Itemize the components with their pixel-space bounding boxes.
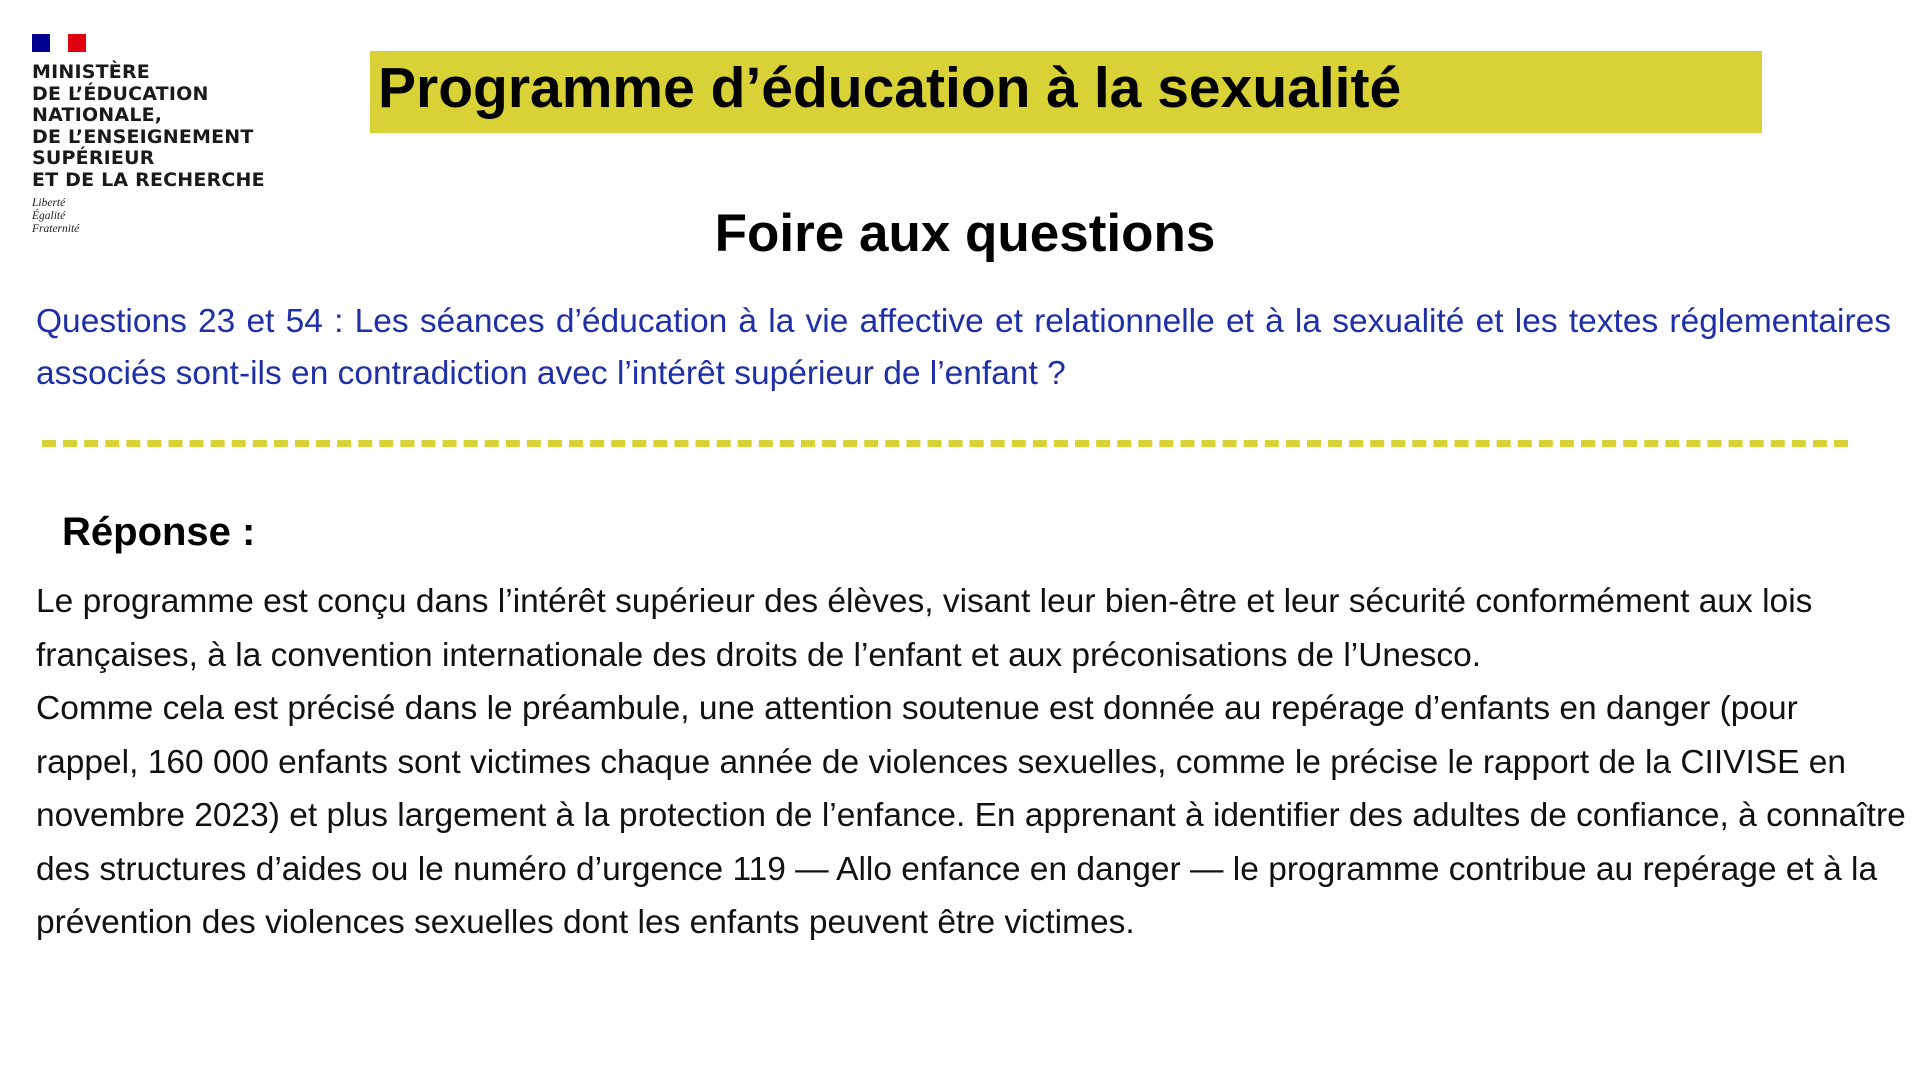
ministry-name bbox=[32, 62, 292, 191]
ministry-name-line: DE L’ENSEIGNEMENT bbox=[32, 125, 254, 148]
dashed-separator bbox=[42, 440, 1848, 447]
ministry-name-line: SUPÉRIEUR bbox=[32, 147, 155, 169]
flag-blue-stripe bbox=[32, 34, 50, 52]
ministry-name-line: MINISTÈRE bbox=[32, 61, 150, 83]
flag-white-stripe bbox=[50, 34, 68, 52]
question-text: Questions 23 et 54 : Les séances d’éducation à la vie affective et relationnelle et à la sexualité et les textes réglementaires associés sont-ils en contradiction avec l’intérêt supérieur de l’enfant ? bbox=[36, 303, 1891, 392]
title-banner bbox=[370, 51, 1762, 133]
faq-heading: Foire aux questions bbox=[714, 204, 1216, 263]
motto-line: Égalité bbox=[32, 210, 66, 222]
response-paragraph: Comme cela est précisé dans le préambule, une attention soutenue est donnée au repérage d’enfants en danger (pour rappel, 160 000 enfants sont victimes chaque année de violences sexuelles, comme le précise le rapport de la CIIVISE en novembre 2023) et plus largement à la protection de l’enfance. En apprenant à identifier des adultes de confiance, à connaître des structures d’aides ou le numéro d’urgence 119 — Allo enfance en danger — le programme contribue au repérage et à la prévention des violences sexuelles dont les enfants peuvent être victimes. bbox=[36, 690, 1906, 941]
response-heading: Réponse : bbox=[62, 510, 256, 554]
flag-red-stripe bbox=[68, 34, 86, 52]
ministry-name-line: NATIONALE, bbox=[32, 104, 163, 126]
page-title: Programme d’éducation à la sexualité bbox=[378, 56, 1402, 120]
french-flag-icon bbox=[32, 34, 86, 52]
response-paragraph: Le programme est conçu dans l’intérêt supérieur des élèves, visant leur bien-être et leur sécurité conformément aux lois françaises, à la convention internationale des droits de l’enfant et aux préconisations de l’Unesco. bbox=[36, 583, 1813, 674]
motto-line: Fraternité bbox=[32, 223, 80, 235]
motto-line: Liberté bbox=[32, 197, 66, 209]
response-body bbox=[36, 575, 1906, 950]
ministry-name-line: ET DE LA RECHERCHE bbox=[32, 168, 265, 191]
ministry-name-line: DE L’ÉDUCATION bbox=[32, 82, 209, 105]
